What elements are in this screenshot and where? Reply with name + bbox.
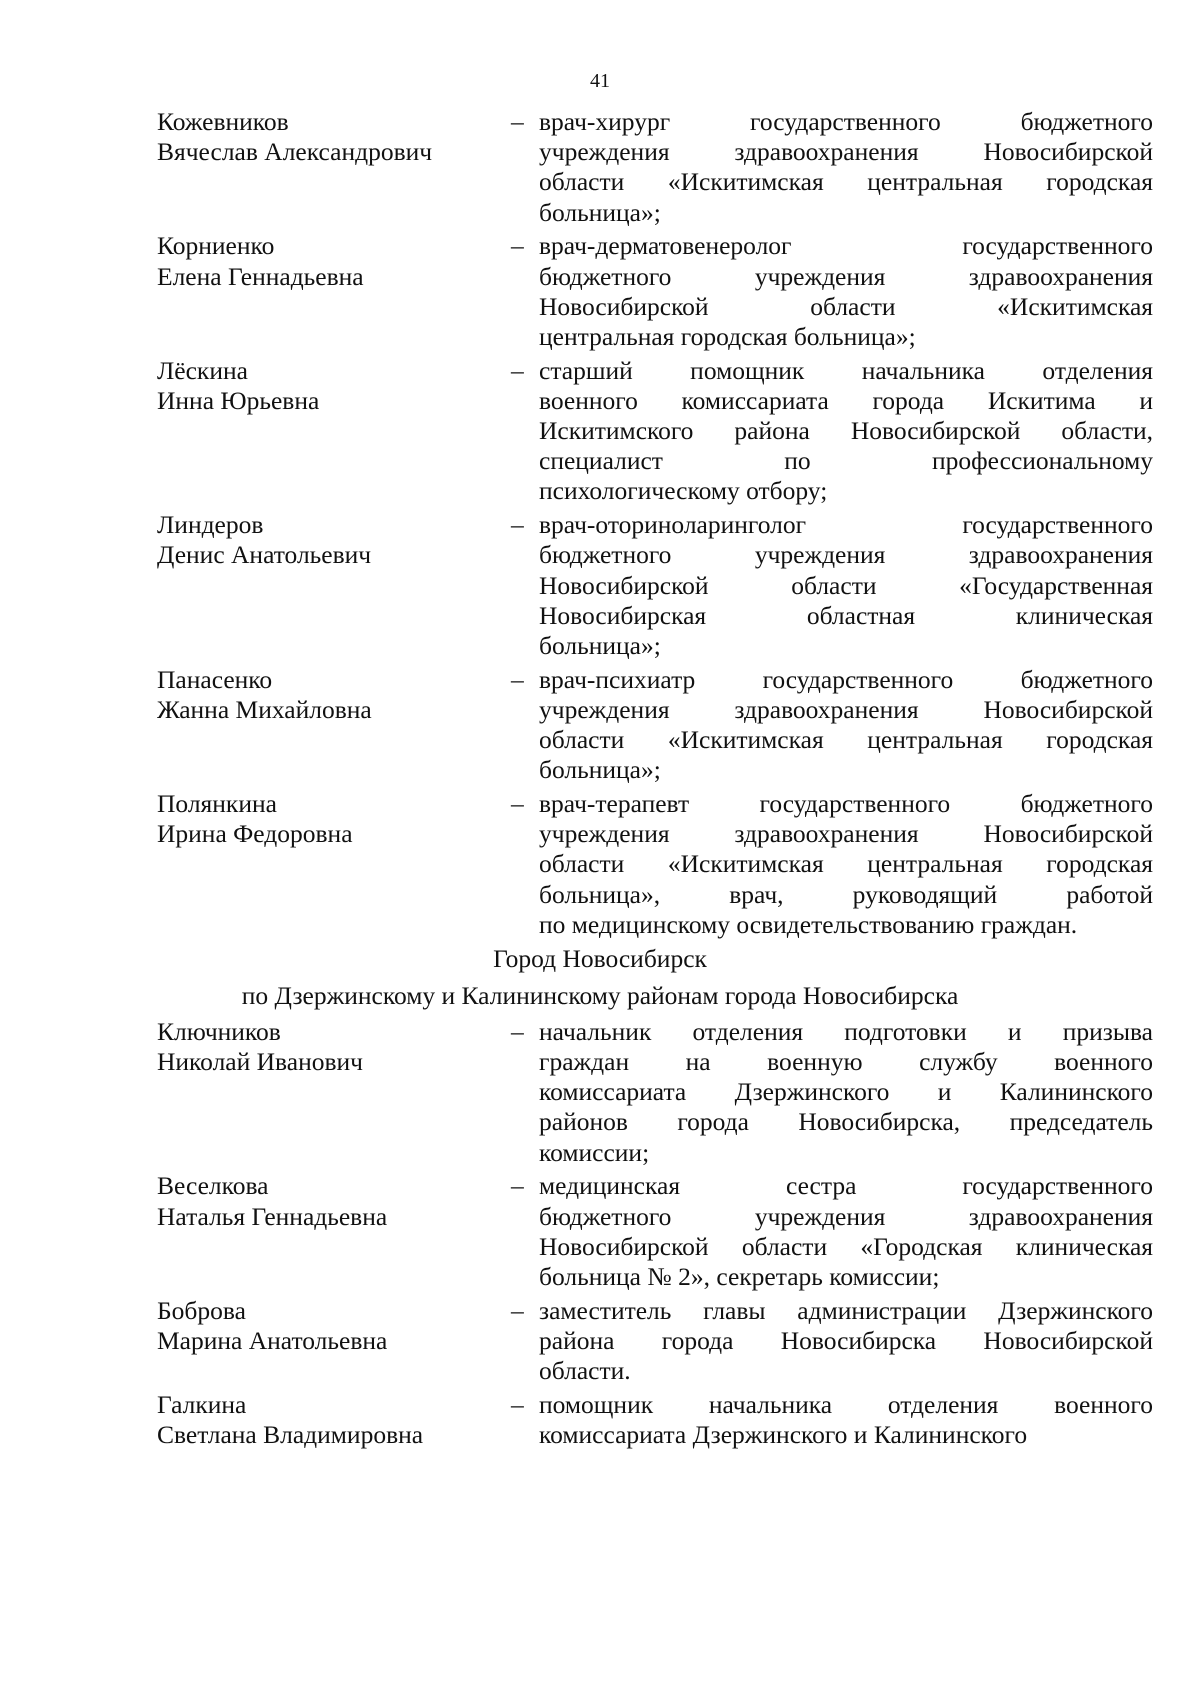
member-surname: Лёскина bbox=[157, 355, 248, 385]
member-surname: Боброва bbox=[157, 1295, 246, 1325]
position-line: района города Новосибирска Новосибирской bbox=[539, 1325, 1153, 1355]
member-surname: Линдеров bbox=[157, 510, 264, 540]
position-line: врач-оториноларинголог государственного bbox=[539, 510, 1153, 540]
position-line: комиссариата Дзержинского и Калининского bbox=[539, 1419, 1028, 1449]
position-line: Новосибирской области «Городская клиническая bbox=[539, 1231, 1153, 1261]
member-name bbox=[157, 1017, 487, 1077]
member-surname: Корниенко bbox=[157, 231, 275, 261]
member-position bbox=[539, 1296, 1153, 1387]
position-line: врач-психиатр государственного бюджетного bbox=[539, 664, 1153, 694]
position-line: по медицинскому освидетельствованию граждан. bbox=[539, 909, 1078, 939]
dash-separator: – bbox=[511, 1171, 524, 1201]
member-surname: Ключников bbox=[157, 1016, 281, 1046]
member-name bbox=[157, 1296, 487, 1356]
dash-separator: – bbox=[511, 510, 524, 540]
dash-separator: – bbox=[511, 231, 524, 261]
position-line: психологическому отбору; bbox=[539, 476, 828, 506]
member-name bbox=[157, 1390, 487, 1450]
position-line: районов города Новосибирска, председатель bbox=[539, 1107, 1153, 1137]
member-position bbox=[539, 665, 1153, 786]
position-line: больница»; bbox=[539, 197, 661, 227]
position-line: помощник начальника отделения военного bbox=[539, 1389, 1153, 1419]
position-line: центральная городская больница»; bbox=[539, 321, 916, 351]
position-line: бюджетного учреждения здравоохранения bbox=[539, 261, 1153, 291]
page-number: 41 bbox=[590, 70, 610, 92]
member-position bbox=[539, 510, 1153, 661]
position-line: больница»; bbox=[539, 630, 661, 660]
position-line: специалист по профессиональному bbox=[539, 446, 1153, 476]
member-given-names: Инна Юрьевна bbox=[157, 385, 320, 415]
position-line: бюджетного учреждения здравоохранения bbox=[539, 1201, 1153, 1231]
position-line: бюджетного учреждения здравоохранения bbox=[539, 540, 1153, 570]
member-position bbox=[539, 107, 1153, 228]
section-heading-city: Город Новосибирск bbox=[493, 944, 707, 974]
position-line: комиссии; bbox=[539, 1137, 650, 1167]
position-line: медицинская сестра государственного bbox=[539, 1171, 1153, 1201]
member-surname: Галкина bbox=[157, 1389, 247, 1419]
member-given-names: Николай Иванович bbox=[157, 1047, 363, 1076]
dash-separator: – bbox=[511, 664, 524, 694]
position-line: больница», врач, руководящий работой bbox=[539, 879, 1153, 909]
position-line: учреждения здравоохранения Новосибирской bbox=[539, 819, 1153, 849]
position-line: комиссариата Дзержинского и Калининского bbox=[539, 1077, 1153, 1107]
member-name bbox=[157, 1171, 487, 1231]
member-name bbox=[157, 789, 487, 849]
member-position bbox=[539, 356, 1153, 507]
member-given-names: Денис Анатольевич bbox=[157, 540, 372, 570]
member-given-names: Елена Геннадьевна bbox=[157, 261, 364, 291]
position-line: Новосибирской области «Искитимская bbox=[539, 291, 1153, 321]
position-line: Новосибирской области «Государственная bbox=[539, 570, 1153, 600]
position-line: врач-терапевт государственного бюджетного bbox=[539, 788, 1153, 818]
position-line: Новосибирская областная клиническая bbox=[539, 600, 1153, 630]
section-heading-district: по Дзержинскому и Калининскому районам города Новосибирска bbox=[241, 980, 959, 1010]
member-given-names: Светлана Владимировна bbox=[157, 1419, 424, 1449]
member-position bbox=[539, 789, 1153, 940]
member-name bbox=[157, 107, 487, 167]
member-surname: Полянкина bbox=[157, 788, 277, 818]
member-name bbox=[157, 510, 487, 570]
position-line: заместитель главы администрации Дзержинского bbox=[539, 1295, 1153, 1325]
dash-separator: – bbox=[511, 788, 524, 818]
position-line: начальник отделения подготовки и призыва bbox=[539, 1016, 1153, 1046]
member-name bbox=[157, 356, 487, 416]
member-position bbox=[539, 1171, 1153, 1292]
position-line: больница № 2», секретарь комиссии; bbox=[539, 1261, 940, 1291]
dash-separator: – bbox=[511, 1295, 524, 1325]
member-position bbox=[539, 231, 1153, 352]
position-line: области «Искитимская центральная городская bbox=[539, 725, 1153, 754]
member-position bbox=[539, 1017, 1153, 1168]
position-line: граждан на военную службу военного bbox=[539, 1047, 1153, 1076]
member-name bbox=[157, 665, 487, 725]
member-position bbox=[539, 1390, 1153, 1450]
member-given-names: Вячеслав Александрович bbox=[157, 137, 433, 167]
member-given-names: Марина Анатольевна bbox=[157, 1325, 388, 1355]
position-line: области «Искитимская центральная городская bbox=[539, 849, 1153, 879]
member-given-names: Ирина Федоровна bbox=[157, 819, 353, 849]
position-line: учреждения здравоохранения Новосибирской bbox=[539, 694, 1153, 724]
position-line: Искитимского района Новосибирской области, bbox=[539, 416, 1153, 445]
dash-separator: – bbox=[511, 1389, 524, 1419]
position-line: области. bbox=[539, 1356, 631, 1385]
position-line: больница»; bbox=[539, 755, 661, 785]
position-line: учреждения здравоохранения Новосибирской bbox=[539, 137, 1153, 167]
member-surname: Кожевников bbox=[157, 107, 289, 136]
member-surname: Панасенко bbox=[157, 664, 273, 694]
position-line: врач-хирург государственного бюджетного bbox=[539, 107, 1153, 136]
dash-separator: – bbox=[511, 107, 524, 136]
member-given-names: Наталья Геннадьевна bbox=[157, 1201, 388, 1231]
position-line: военного комиссариата города Искитима и bbox=[539, 385, 1153, 415]
member-given-names: Жанна Михайловна bbox=[157, 694, 372, 724]
position-line: области «Искитимская центральная городская bbox=[539, 167, 1153, 197]
member-name bbox=[157, 231, 487, 291]
position-line: врач-дерматовенеролог государственного bbox=[539, 231, 1153, 261]
dash-separator: – bbox=[511, 355, 524, 385]
position-line: старший помощник начальника отделения bbox=[539, 355, 1153, 385]
member-surname: Веселкова bbox=[157, 1171, 269, 1201]
dash-separator: – bbox=[511, 1016, 524, 1046]
